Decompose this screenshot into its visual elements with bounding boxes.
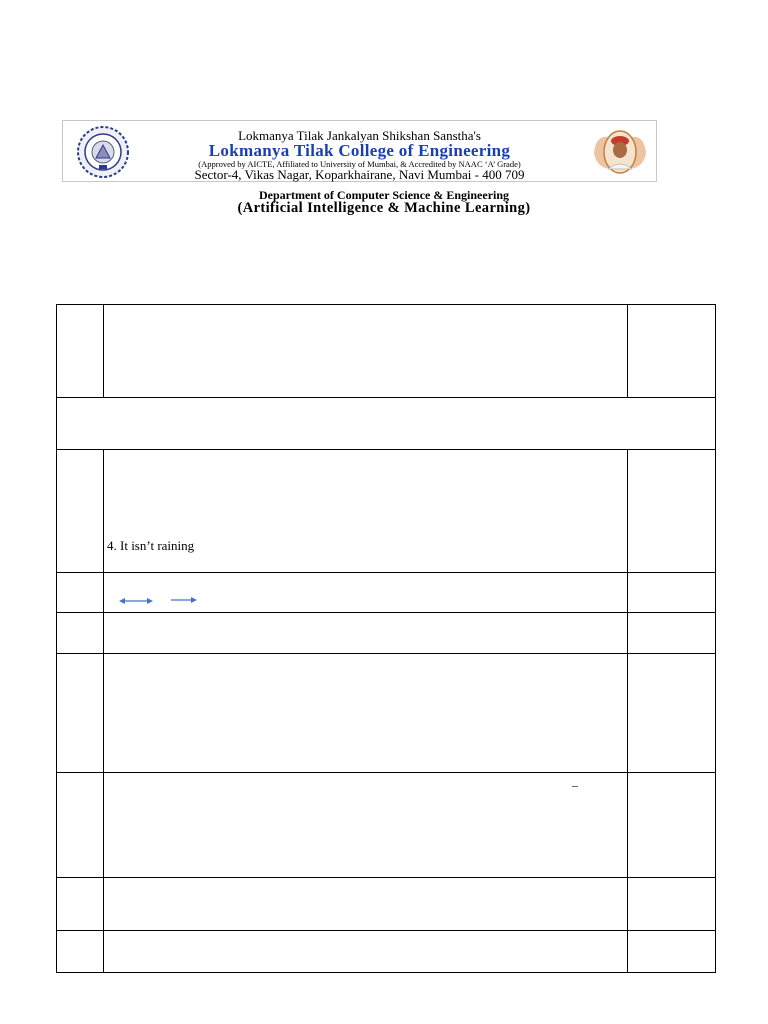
marks-cell <box>628 450 715 572</box>
department-name: Department of Computer Science & Engineering <box>258 188 510 202</box>
number-cell <box>57 450 104 572</box>
number-cell <box>57 573 104 612</box>
college-name: Lokmanya Tilak College of Engineering <box>208 141 511 160</box>
question-cell <box>104 931 628 972</box>
table-row <box>57 773 715 878</box>
section-cell <box>57 398 715 449</box>
question-cell <box>104 878 628 930</box>
question-cell <box>104 773 628 877</box>
number-cell <box>57 931 104 972</box>
college-approval: (Approved by AICTE, Affiliated to University of Mumbai, & Accredited by NAAC ‘A’ Grade) <box>198 159 521 169</box>
question-cell <box>104 613 628 653</box>
table-row <box>57 450 715 573</box>
number-cell <box>57 654 104 772</box>
table-row <box>57 654 715 773</box>
table-row <box>57 398 715 450</box>
biconditional-arrow-icon <box>119 598 153 604</box>
question-table <box>56 304 716 973</box>
founder-portrait-icon <box>590 123 650 179</box>
table-row <box>57 613 715 654</box>
logic-arrows <box>119 595 199 607</box>
table-row <box>57 305 715 398</box>
implication-arrow-icon <box>171 597 197 603</box>
society-name: Lokmanya Tilak Jankalyan Shikshan Sanstha's <box>238 128 481 143</box>
statement-text: 4. It isn’t raining <box>107 538 195 553</box>
marks-cell <box>628 878 715 930</box>
number-cell <box>57 773 104 877</box>
marks-cell <box>628 931 715 972</box>
question-cell <box>104 654 628 772</box>
marks-cell <box>628 305 715 397</box>
table-row <box>57 931 715 972</box>
dash-mark: – <box>572 778 578 792</box>
number-cell <box>57 878 104 930</box>
table-row <box>57 878 715 931</box>
question-cell <box>104 305 628 397</box>
college-address: Sector-4, Vikas Nagar, Koparkhairane, Navi Mumbai - 400 709 <box>194 167 525 182</box>
marks-cell <box>628 613 715 653</box>
marks-cell <box>628 654 715 772</box>
college-header-banner <box>62 120 657 182</box>
number-cell <box>57 613 104 653</box>
marks-cell <box>628 573 715 612</box>
number-cell <box>57 305 104 397</box>
marks-cell <box>628 773 715 877</box>
department-specialization: (Artificial Intelligence & Machine Learning) <box>237 200 531 216</box>
table-row <box>57 573 715 613</box>
